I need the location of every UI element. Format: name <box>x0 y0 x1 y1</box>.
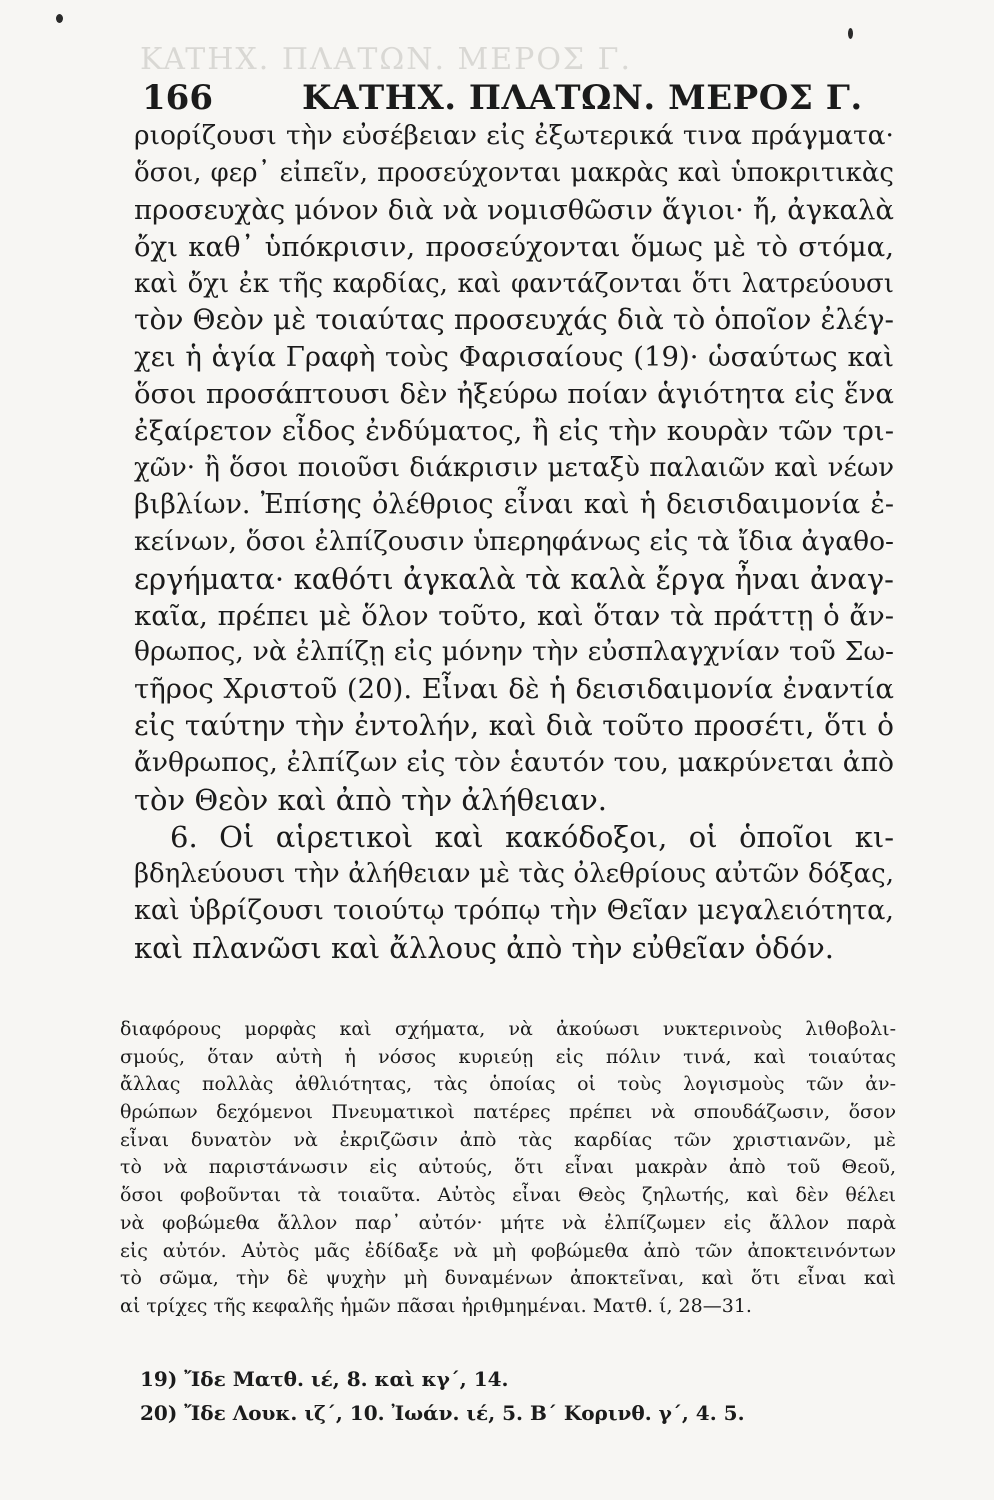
footnote-line: ἄλλας πολλὰς ἀθλιότητας, τὰς ὁποίας οἱ τοὺς λογισμοὺς τῶν ἀν- <box>120 1073 896 1096</box>
body-line: προσευχὰς μόνον διὰ νὰ νομισθῶσιν ἅγιοι· ἤ, ἀγκαλὰ <box>134 193 894 226</box>
footnote-line: τὸ σῶμα, τὴν δὲ ψυχὴν μὴ δυναμένων ἀποκτεῖναι, καὶ ὅτι εἶναι καὶ <box>120 1267 896 1290</box>
footnote-continuation <box>120 1016 896 1321</box>
body-line: εἰς ταύτην τὴν ἐντολήν, καὶ διὰ τοῦτο προσέτι, ὅτι ὁ <box>134 709 894 743</box>
footnote-line: ὅσοι φοβοῦνται τὰ τοιαῦτα. Αὐτὸς εἶναι Θεὸς ζηλωτής, καὶ δὲν θέλει <box>120 1184 896 1207</box>
footnote-references <box>140 1362 880 1430</box>
ink-speck <box>56 14 63 23</box>
body-line: θρωπος, νὰ ἐλπίζῃ εἰς μόνην τὴν εὐσπλαγχνίαν τοῦ Σω- <box>134 636 894 668</box>
body-line: εργήματα· καθότι ἀγκαλὰ τὰ καλὰ ἔργα ἦναι ἀναγ- <box>134 561 894 596</box>
body-line: χει ἡ ἁγία Γραφὴ τοὺς Φαρισαίους (19)· ὡσαύτως καὶ <box>134 341 894 374</box>
body-text <box>134 118 894 966</box>
body-line: καὶ ὄχι ἐκ τῆς καρδίας, καὶ φαντάζονται ὅτι λατρεύουσι <box>134 268 894 299</box>
section-heading-line: 6. Οἱ αἱρετικοὶ καὶ κακόδοξοι, οἱ ὁποῖοι κι- <box>170 819 894 854</box>
body-line: τὸν Θεὸν καὶ ἀπὸ τὴν ἀλήθειαν. <box>134 783 607 818</box>
body-line: ἐξαίρετον εἶδος ἐνδύματος, ἢ εἰς τὴν κουρὰν τῶν τρι- <box>134 415 894 448</box>
body-line: ὅσοι προσάπτουσι δὲν ἠξεύρω ποίαν ἁγιότητα εἰς ἕνα <box>134 378 894 411</box>
page-number: 166 <box>142 78 213 118</box>
footnote-line: σμούς, ὅταν αὐτὴ ἡ νόσος κυριεύῃ εἰς πόλιν τινά, καὶ τοιαύτας <box>120 1045 896 1068</box>
footnote-line: εἰς αὐτόν. Αὐτὸς μᾶς ἐδίδαξε νὰ μὴ φοβώμεθα ἀπὸ τῶν ἀποκτεινόντων <box>120 1239 896 1262</box>
body-line: βιβλίων. Ἐπίσης ὀλέθριος εἶναι καὶ ἡ δεισιδαιμονία ἐ- <box>134 488 894 520</box>
body-line: βδηλεύουσι τὴν ἀλήθειαν μὲ τὰς ὀλεθρίους αὐτῶν δόξας, <box>134 858 894 889</box>
body-line: ὅσοι, φερ᾽ εἰπεῖν, προσεύχονται μακρὰς καὶ ὑποκριτικὰς <box>134 157 894 188</box>
body-line: ριορίζουσι τὴν εὐσέβειαν εἰς ἐξωτερικά τινα πράγματα· <box>134 120 894 151</box>
body-line: καὶ ὑβρίζουσι τοιούτῳ τρόπῳ τὴν Θεῖαν μεγαλειότητα, <box>134 894 894 926</box>
bleed-through-header: KATHX. ΠΛΑΤΩΝ. ΜΕΡΟΣ Γ. <box>140 42 633 77</box>
body-line: ἄνθρωπος, ἐλπίζων εἰς τὸν ἑαυτόν του, μακρύνεται ἀπὸ <box>134 747 894 779</box>
footnote-line: διαφόρους μορφὰς καὶ σχήματα, νὰ ἀκούωσι νυκτερινοὺς λιθοβολι- <box>120 1018 896 1040</box>
body-line: κείνων, ὅσοι ἐλπίζουσιν ὑπερηφάνως εἰς τὰ ἴδια ἀγαθο- <box>134 525 894 557</box>
body-line: ὄχι καθ᾽ ὑπόκρισιν, προσεύχονται ὅμως μὲ τὸ στόμα, <box>134 230 894 263</box>
body-line: καὶ πλανῶσι καὶ ἄλλους ἀπὸ τὴν εὐθεῖαν ὁδόν. <box>134 930 834 965</box>
footnote-line: θρώπων δεχόμενοι Πνευματικοὶ πατέρες πρέπει νὰ σπουδάζωσιν, ὅσον <box>120 1101 896 1124</box>
footnote-ref-19: 19) Ἴδε Ματθ. ιέ, 8. καὶ κγ΄, 14. <box>140 1367 509 1391</box>
body-line: τῆρος Χριστοῦ (20). Εἶναι δὲ ἡ δεισιδαιμονία ἐναντία <box>134 673 894 706</box>
footnote-ref-20: 20) Ἴδε Λουκ. ιζ΄, 10. Ἰωάν. ιέ, 5. Β΄ Κορινθ. γ΄, 4. 5. <box>140 1401 745 1425</box>
running-title: ΚΑΤΗΧ. ΠΛΑΤΩΝ. ΜΕΡΟΣ Γ. <box>302 78 863 118</box>
body-line: τὸν Θεὸν μὲ τοιαύτας προσευχάς διὰ τὸ ὁποῖον ἐλέγ- <box>134 303 894 337</box>
footnote-line: αἱ τρίχες τῆς κεφαλῆς ἡμῶν πᾶσαι ἠριθμημέναι. Ματθ. ί, 28—31. <box>120 1294 752 1317</box>
body-line: καῖα, πρέπει μὲ ὅλον τοῦτο, καὶ ὅταν τὰ πράττῃ ὁ ἄν- <box>134 599 894 632</box>
ink-speck <box>848 28 853 39</box>
body-line: χῶν· ἢ ὅσοι ποιοῦσι διάκρισιν μεταξὺ παλαιῶν καὶ νέων <box>134 453 894 484</box>
footnote-line: εἶναι δυνατὸν νὰ ἐκριζῶσιν ἀπὸ τὰς καρδίας τῶν χριστιανῶν, μὲ <box>120 1128 896 1151</box>
footnote-line: νὰ φοβώμεθα ἄλλον παρ᾽ αὐτόν· μήτε νὰ ἐλπίζωμεν εἰς ἄλλον παρὰ <box>120 1211 896 1234</box>
running-header <box>142 78 890 122</box>
footnote-line: τὸ νὰ παριστάνωσιν εἰς αὐτούς, ὅτι εἶναι μακρὰν ἀπὸ τοῦ Θεοῦ, <box>120 1156 896 1179</box>
